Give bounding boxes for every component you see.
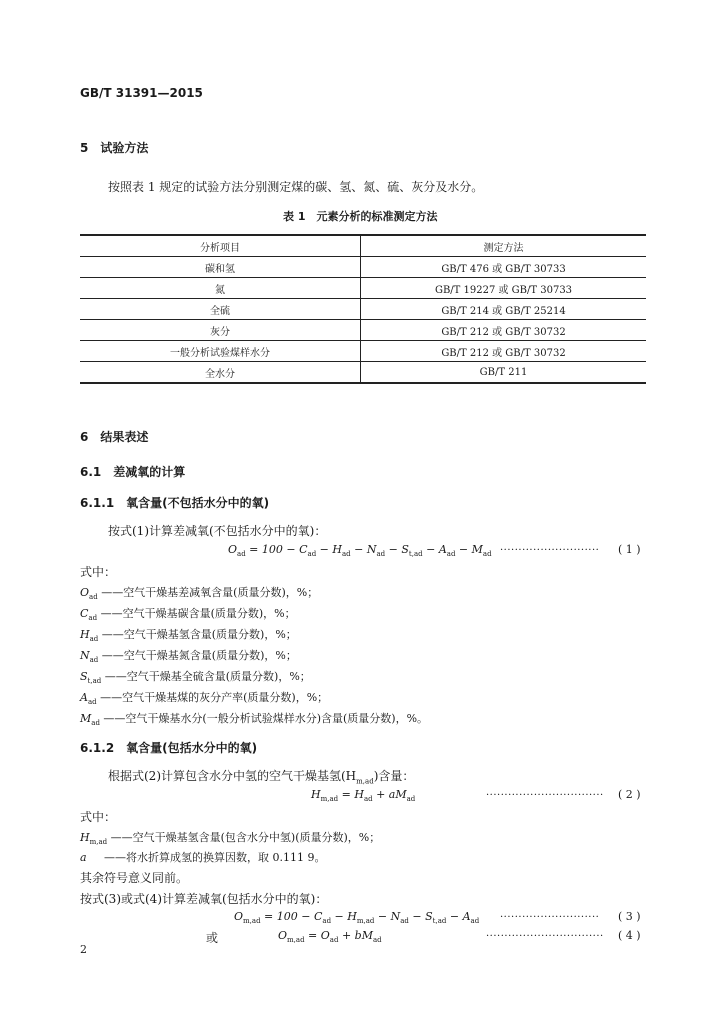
standard-methods-table xyxy=(80,234,646,384)
table-cell-item: 灰分 xyxy=(80,320,361,341)
equation-1: $O_{ad} = 100 - C_{ad} - H_{ad} - N_{ad} - S_{t,ad} - A_{ad} - M_{ad}$ xyxy=(228,543,492,559)
table-cell-method: GB/T 19227 或 GB/T 30733 xyxy=(361,278,647,299)
table-row xyxy=(80,257,646,278)
equation-1-leader: ··························· xyxy=(500,545,600,556)
table-cell-item: 氮 xyxy=(80,278,361,299)
table-header-cell: 分析项目 xyxy=(80,235,361,257)
table-cell-item: 一般分析试验煤样水分 xyxy=(80,341,361,362)
equation-3-number: ( 3 ) xyxy=(618,910,641,923)
standard-code-header: GB/T 31391—2015 xyxy=(80,86,203,100)
table-row xyxy=(80,299,646,320)
table-cell-method: GB/T 476 或 GB/T 30733 xyxy=(361,257,647,278)
other-symbols-note: 其余符号意义同前。 xyxy=(80,871,189,885)
equation-1-number: ( 1 ) xyxy=(618,543,641,556)
equation-2-leader: ································ xyxy=(486,790,604,801)
equation-4-number: ( 4 ) xyxy=(618,929,641,942)
where-label-2: 式中： xyxy=(80,810,117,824)
page-number: 2 xyxy=(80,943,87,956)
equation-2-number: ( 2 ) xyxy=(618,788,641,801)
or-label: 或 xyxy=(206,931,219,945)
definition-m-ad: $M_{ad}$ ——空气干燥基水分(一般分析试验煤样水分)含量(质量分数)，%。 xyxy=(80,712,429,728)
section-6-1-2-intro: 根据式(2)计算包含水分中氢的空气干燥基氢$(H_{m,ad})$含量： xyxy=(108,769,415,786)
table-cell-method: GB/T 211 xyxy=(361,362,647,384)
table-row xyxy=(80,362,646,384)
section-5-title: 5 试验方法 xyxy=(80,141,149,155)
section-6-1-1-title: 6.1.1 氧含量(不包括水分中的氧) xyxy=(80,496,270,510)
table-cell-item: 全硫 xyxy=(80,299,361,320)
section-6-1-2-title: 6.1.2 氧含量(包括水分中的氧) xyxy=(80,741,258,755)
definition-a-ad: $A_{ad}$ ——空气干燥基煤的灰分产率(质量分数)，%； xyxy=(80,691,329,707)
definition-h-m-ad: $H_{m,ad}$ ——空气干燥基氢含量(包含水分中氢)(质量分数)，%； xyxy=(80,831,381,847)
equation-3-4-intro: 按式(3)或式(4)计算差减氧(包括水分中的氧)： xyxy=(80,892,328,906)
table-header-row xyxy=(80,235,646,257)
definition-n-ad: $N_{ad}$ ——空气干燥基氮含量(质量分数)，%； xyxy=(80,649,297,665)
table-1-caption: 表 1 元素分析的标准测定方法 xyxy=(283,210,438,223)
section-6-title: 6 结果表述 xyxy=(80,430,149,444)
where-label: 式中： xyxy=(80,565,117,579)
table-cell-item: 碳和氢 xyxy=(80,257,361,278)
table-row xyxy=(80,320,646,341)
section-5-text: 按照表 1 规定的试验方法分别测定煤的碳、氢、氮、硫、灰分及水分。 xyxy=(108,180,484,194)
definition-h-ad: $H_{ad}$ ——空气干燥基氢含量(质量分数)，%； xyxy=(80,628,297,644)
table-header-cell: 测定方法 xyxy=(361,235,647,257)
section-6-1-title: 6.1 差减氧的计算 xyxy=(80,465,186,479)
table-cell-item: 全水分 xyxy=(80,362,361,384)
definition-c-ad: $C_{ad}$ ——空气干燥基碳含量(质量分数)，%； xyxy=(80,607,296,623)
table-row xyxy=(80,341,646,362)
table-cell-method: GB/T 214 或 GB/T 25214 xyxy=(361,299,647,320)
equation-3: $O_{m,ad} = 100 - C_{ad} - H_{m,ad} - N_{ad} - S_{t,ad} - A_{ad}$ xyxy=(234,910,480,926)
table-cell-method: GB/T 212 或 GB/T 30732 xyxy=(361,341,647,362)
table-cell-method: GB/T 212 或 GB/T 30732 xyxy=(361,320,647,341)
equation-2: $H_{m,ad} = H_{ad} + aM_{ad}$ xyxy=(311,788,416,804)
equation-4-leader: ································ xyxy=(486,931,604,942)
table-row xyxy=(80,278,646,299)
equation-3-leader: ··························· xyxy=(500,912,600,923)
definition-a-factor: a ——将水折算成氢的换算因数，取 0.111 9。 xyxy=(80,851,326,864)
definition-o-ad: $O_{ad}$ ——空气干燥基差减氧含量(质量分数)，%； xyxy=(80,586,319,602)
equation-4: $O_{m,ad} = O_{ad} + bM_{ad}$ xyxy=(278,929,382,945)
definition-st-ad: $S_{t,ad}$ ——空气干燥基全硫含量(质量分数)，%； xyxy=(80,670,311,686)
section-6-1-1-intro: 按式(1)计算差减氧(不包括水分中的氧)： xyxy=(108,524,327,538)
